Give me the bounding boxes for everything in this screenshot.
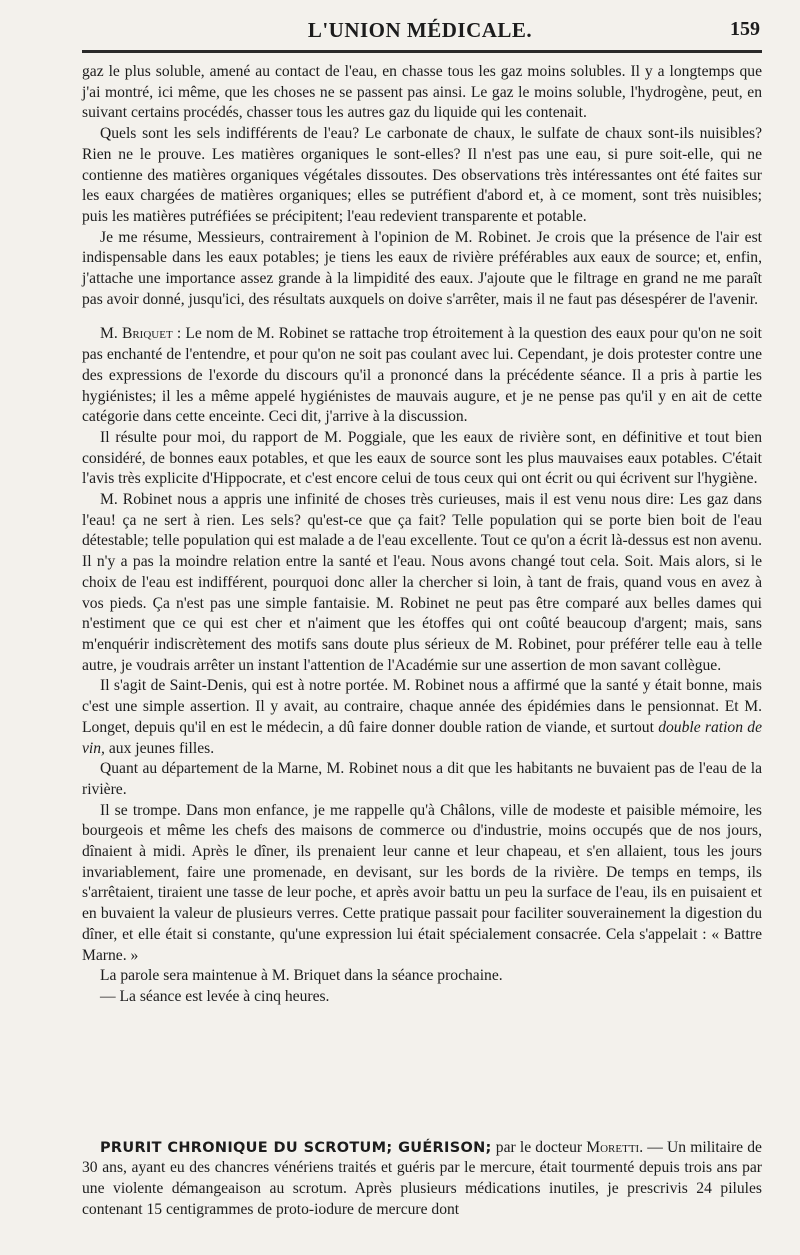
header-rule [82, 50, 762, 53]
page-number: 159 [730, 18, 760, 40]
saint-denis-end: aux jeunes filles. [108, 739, 215, 757]
paragraph-next-session: La parole sera maintenue à M. Briquet dans la séance prochaine. [100, 967, 503, 985]
paragraph-briquet-intro [82, 324, 762, 428]
paragraph-chalons: Il se trompe. Dans mon enfance, je me rappelle qu'à Châlons, ville de modeste et paisible mémoire, les bourgeois et même les chefs des maisons de commerce ou d'industrie, moins occupés que de nos jours, dînaient à midi. Après le dîner, ils prenaient leur canne et leur chapeau, et s'en allaient, tous les jours invariablement, faire une promenade, en devisant, sur les bords de la rivière. De temps en temps, ils s'arrêtaient, tiraient une tasse de leur poche, et après avoir battu un peu la surface de l'eau, ils en puisaient et en buvaient la valeur de plusieurs verres. Cette pratique passait pour faciliter souverainement la digestion du dîner, et elle était si constante, qu'une expression lui était spécialement consacrée. Cela s'appelait : « Battre Marne. » [82, 801, 762, 964]
note-headline: PRURIT CHRONIQUE DU SCROTUM; GUÉRISON; [100, 1139, 492, 1156]
italic-phrase: double ration de vin, [82, 718, 762, 757]
medical-note [82, 1122, 762, 1236]
paragraph-briquet-text: Le nom de M. Robinet se rattache trop étroitement à la question des eaux pour qu'on ne soit pas enchanté de l'entendre, et pour qu'on ne soit pas coulant avec lui. Cependant, je dois protester contre une des expressions de l'exorde du discours qu'il a prononcé dans la précédente séance. Il a pris à partie les hygiénistes; il les a même appelé hygiénistes de mauvais augure, et je ne pense pas qu'il y en ait de cette catégorie dans cette enceinte. Ceci dit, j'arrive à la discussion. [82, 325, 762, 426]
running-title: L'UNION MÉDICALE. [307, 18, 533, 42]
note-author-intro: par le docteur [495, 1138, 583, 1156]
paragraph-continuation: gaz le plus soluble, amené au contact de l'eau, en chasse tous les gaz moins solubles. Il y a longtemps que j'ai montré, ici même, que les choses ne se passent pas ainsi. Le gaz le moins soluble, l'hydrogène, peut, en suivant certains procédés, chasser tous les autres gaz du liquide qui les contenait. [82, 63, 762, 122]
speaker-name: M. Briquet : [100, 325, 182, 343]
article-body [82, 62, 762, 1008]
note-author: Moretti. [586, 1138, 644, 1156]
paragraph-salts: Quels sont les sels indifférents de l'eau? Le carbonate de chaux, le sulfate de chaux sont-ils nuisibles? Rien ne le prouve. Les matières organiques le sont-elles? Il n'est pas une eau, si pure soit-elle, qui ne contienne des matières organiques végétales dissoutes. Des observations très intéressantes ont été faites sur les eaux chargées de matières organiques; elles se putréfient d'abord et, à ce moment, sont très nuisibles; puis les matières putréfiées se précipitent; l'eau redevient transparente et potable. [82, 125, 762, 225]
note-text: — Un militaire de 30 ans, ayant eu des chancres vénériens traités et guéris par le mercure, était tourmenté depuis trois ans par une violente démangeaison au scrotum. Après plusieurs médications inutiles, je prescrivis 24 pilules contenant 15 centigrammes de proto-iodure de mercure dont [82, 1138, 762, 1218]
paragraph-saint-denis [82, 676, 762, 759]
page-header [80, 14, 760, 50]
paragraph-summary: Je me résume, Messieurs, contrairement à l'opinion de M. Robinet. Je crois que la présence de l'air est indispensable dans les eaux potables; je tiens les eaux de rivière préférables aux eaux de source; et, enfin, j'attache une importance assez grande à la limpidité des eaux. J'ajoute que le filtrage en grand ne me paraît pas avoir donné, jusqu'ici, des résultats auxquels on doive s'arrêter, mais il ne faut pas désespérer de l'avenir. [82, 228, 762, 308]
paragraph-poggiale: Il résulte pour moi, du rapport de M. Poggiale, que les eaux de rivière sont, en définitive et tout bien considéré, de bonnes eaux potables, et que les eaux de source sont les plus mauvaises eaux potables. C'était l'avis très explicite d'Hippocrate, et c'est encore celui de tous ceux qui ont écrit ou qui écrivent sur l'hygiène. [82, 428, 762, 488]
section-gap [82, 310, 762, 324]
saint-denis-text: Il s'agit de Saint-Denis, qui est à notre portée. M. Robinet nous a affirmé que la santé y était bonne, mais c'est une simple assertion. Il y avait, au contraire, chaque année des épidémies dans le pensionnat. Et M. Longet, depuis qu'il en est le médecin, a dû faire donner double ration de viande, et surtout [82, 677, 762, 736]
paragraph-adjourned: — La séance est levée à cinq heures. [100, 987, 330, 1005]
note-paragraph [82, 1138, 762, 1221]
paragraph-robinet: M. Robinet nous a appris une infinité de choses très curieuses, mais il est venu nous dire: Les gaz dans l'eau! ça ne sert à rien. Les sels? qu'est-ce que ça fait? Telle population qui se porte bien boit de l'eau détestable; telle population qui est malade a de l'eau excellente. Tout ce qu'on a écrit là-dessus est non avenu. Il n'y a pas la moindre relation entre la santé et l'eau. Nous avons changé tout cela. Soit. Mais alors, si le choix de l'eau est indifférent, pourquoi donc aller la chercher si loin, à tant de frais, quand vous en avez à vos pieds. Ça n'est pas une simple fantaisie. M. Robinet ne peut pas être comparé aux belles dames qui n'estiment que ce qui est cher et n'aiment que les étoffes qui ont coûté beaucoup d'argent; mais, sans m'enquérir indiscrètement des motifs sans doute plus sérieux de M. Robinet, pour préférer telle eau à telle autre, je voudrais arrêter un instant l'attention de l'Académie sur une assertion de mon savant collègue. [82, 491, 762, 674]
paragraph-marne: Quant au département de la Marne, M. Robinet nous a dit que les habitants ne buvaient pas de l'eau de la rivière. [82, 760, 762, 798]
